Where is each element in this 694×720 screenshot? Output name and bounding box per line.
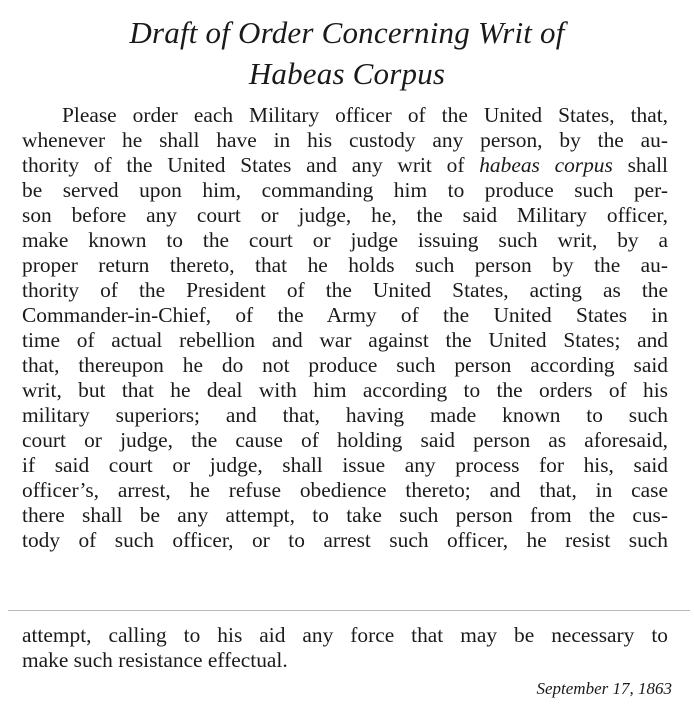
paragraph-line: make such resistance effectual. (22, 648, 288, 672)
paragraph-line: military superiors; and that, having made known to such (22, 403, 668, 427)
paragraph-line: Commander-in-Chief, of the Army of the United States in (22, 303, 668, 327)
paragraph-line: officer’s, arrest, he refuse obedience thereto; and that, in case (22, 478, 668, 502)
paragraph-line: Please order each Military officer of the United States, that, (62, 103, 668, 127)
paragraph-line: time of actual rebellion and war against the United States; and (22, 328, 668, 352)
line-segment: shall (612, 153, 668, 177)
document-title-line-1: Draft of Order Concerning Writ of (129, 15, 565, 50)
paragraph-line: whenever he shall have in his custody any person, by the au- (22, 128, 668, 152)
paragraph-line: if said court or judge, shall issue any process for his, said (22, 453, 668, 477)
document-date: September 17, 1863 (536, 679, 672, 698)
paragraph-line: court or judge, the cause of holding said person as aforesaid, (22, 428, 668, 452)
paragraph-line: that, thereupon he do not produce such person according said (22, 353, 668, 377)
paragraph-line: attempt, calling to his aid any force that may be necessary to (22, 623, 668, 647)
paragraph-line: thority of the President of the United States, acting as the (22, 278, 668, 302)
page-divider (8, 610, 690, 611)
paragraph-line: there shall be any attempt, to take such person from the cus- (22, 503, 668, 527)
paragraph-line (22, 153, 668, 178)
italic-term: habeas corpus (479, 153, 613, 177)
paragraph-line: writ, but that he deal with him according to the orders of his (22, 378, 668, 402)
paragraph-line: tody of such officer, or to arrest such officer, he resist such (22, 528, 668, 552)
document-title-line-2: Habeas Corpus (248, 56, 446, 91)
paragraph-line: son before any court or judge, he, the said Military officer, (22, 203, 668, 227)
paragraph-line: be served upon him, commanding him to produce such per- (22, 178, 668, 202)
paragraph-line: proper return thereto, that he holds such person by the au- (22, 253, 668, 277)
line-segment: thority of the United States and any writ of (22, 153, 480, 177)
paragraph-line: make known to the court or judge issuing such writ, by a (22, 228, 668, 252)
